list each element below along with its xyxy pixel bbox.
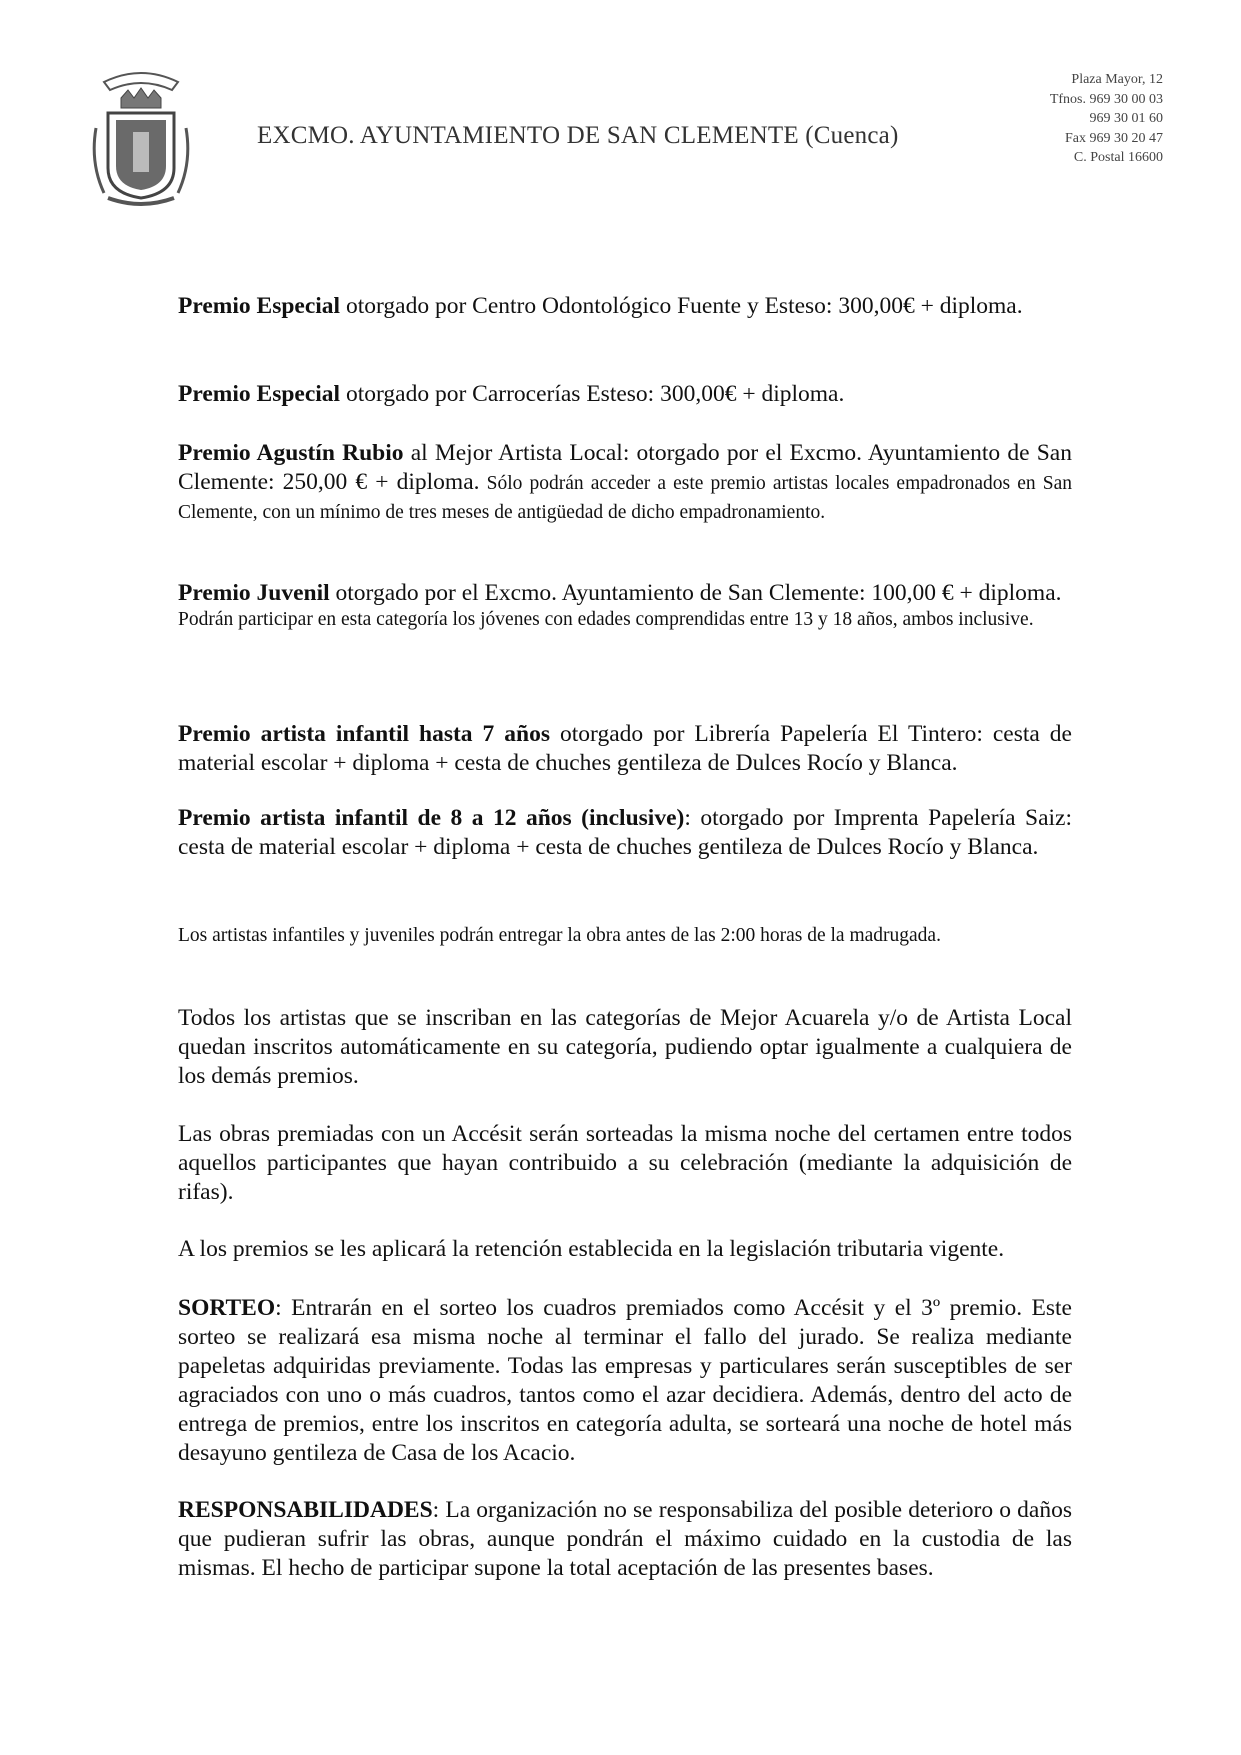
body-paragraph: Todos los artistas que se inscriban en las categorías de Mejor Acuarela y/o de Artista Local quedan inscritos automáticamente en su categoría, pudiendo optar igualmente a cualquiera de los demás premios.	[178, 1005, 1072, 1089]
section-text: : Entrarán en el sorteo los cuadros premiados como Accésit y el 3º premio. Este sorteo se realizará esa misma noche al terminar el fallo del jurado. Se realiza mediante papeletas adquiridas previamente. Todas las empresas y particulares serán susceptibles de ser agraciados con uno o más cuadros, tantos como el azar decidiera. Además, dentro del acto de entrega de premios, entre los inscritos en categoría adulta, se sorteará una noche de hotel más desayuno gentileza de Casa de los Acacio.	[178, 1295, 1072, 1466]
institution-title: EXCMO. AYUNTAMIENTO DE SAN CLEMENTE (Cuenca)	[257, 122, 899, 149]
responsibility-paragraph	[178, 1496, 1072, 1583]
address-line: Plaza Mayor, 12	[1071, 72, 1163, 87]
prize-text: al Mejor Artista Local: otorgado por el Excmo. Ayuntamiento de San Clemente: 250,00 € + diploma.	[178, 440, 1072, 495]
prize-name: Premio artista infantil hasta 7 años	[178, 721, 551, 747]
prize-paragraph	[178, 720, 1072, 778]
section-text: : La organización no se responsabiliza del posible deterioro o daños que pudieran sufrir las obras, aunque pondrán el máximo cuidado en la custodia de las mismas. El hecho de participar supone la total aceptación de las presentes bases.	[178, 1497, 1072, 1581]
prize-paragraph	[178, 380, 1072, 409]
coat-of-arms-icon	[86, 68, 196, 208]
prize-text: otorgado por Carrocerías Esteso: 300,00€ + diploma.	[340, 381, 845, 407]
prize-condition: Sólo podrán acceder a este premio artistas locales empadronados en San Clemente, con un mínimo de tres meses de antigüedad de dicho empadronamiento.	[178, 473, 1072, 523]
prize-text: otorgado por el Excmo. Ayuntamiento de San Clemente: 100,00 € + diploma.	[329, 580, 1062, 606]
prize-condition: Podrán participar en esta categoría los jóvenes con edades comprendidas entre 13 y 18 años, ambos inclusive.	[178, 609, 1034, 630]
raffle-paragraph	[178, 1294, 1072, 1468]
fax-line: Fax 969 30 20 47	[1065, 130, 1163, 146]
delivery-note: Los artistas infantiles y juveniles podrán entregar la obra antes de las 2:00 horas de la madrugada.	[178, 925, 941, 946]
section-heading: SORTEO	[178, 1295, 276, 1321]
postal-code-line: C. Postal 16600	[1073, 150, 1163, 165]
prize-name: Premio artista infantil de 8 a 12 años (inclusive)	[178, 805, 685, 831]
body-paragraph: Las obras premiadas con un Accésit serán sorteadas la misma noche del certamen entre todos aquellos participantes que hayan contribuido a su celebración (mediante la adquisición de rifas).	[178, 1121, 1072, 1205]
prize-name: Premio Juvenil	[178, 580, 330, 606]
prize-paragraph	[178, 579, 1072, 632]
prize-paragraph	[178, 804, 1072, 862]
prize-name: Premio Agustín Rubio	[178, 440, 404, 466]
prize-name: Premio Especial	[178, 381, 341, 407]
prize-text: otorgado por Librería Papelería El Tintero: cesta de material escolar + diploma + cesta de chuches gentileza de Dulces Rocío y Blanca.	[178, 721, 1072, 776]
body-paragraph: A los premios se les aplicará la retención establecida en la legislación tributaria vigente.	[178, 1236, 1005, 1262]
section-heading: RESPONSABILIDADES	[178, 1497, 433, 1523]
contact-address	[1050, 70, 1163, 168]
phone-line: Tfnos. 969 30 00 03	[1049, 91, 1163, 107]
prize-name: Premio Especial	[178, 293, 341, 319]
prize-text: : otorgado por Imprenta Papelería Saiz: cesta de material escolar + diploma + cesta de chuches gentileza de Dulces Rocío y Blanca.	[178, 805, 1072, 860]
prize-text: otorgado por Centro Odontológico Fuente y Esteso: 300,00€ + diploma.	[340, 293, 1023, 319]
prize-paragraph	[178, 292, 1072, 321]
prize-paragraph	[178, 439, 1072, 526]
phone-line: 969 30 01 60	[1089, 111, 1163, 126]
